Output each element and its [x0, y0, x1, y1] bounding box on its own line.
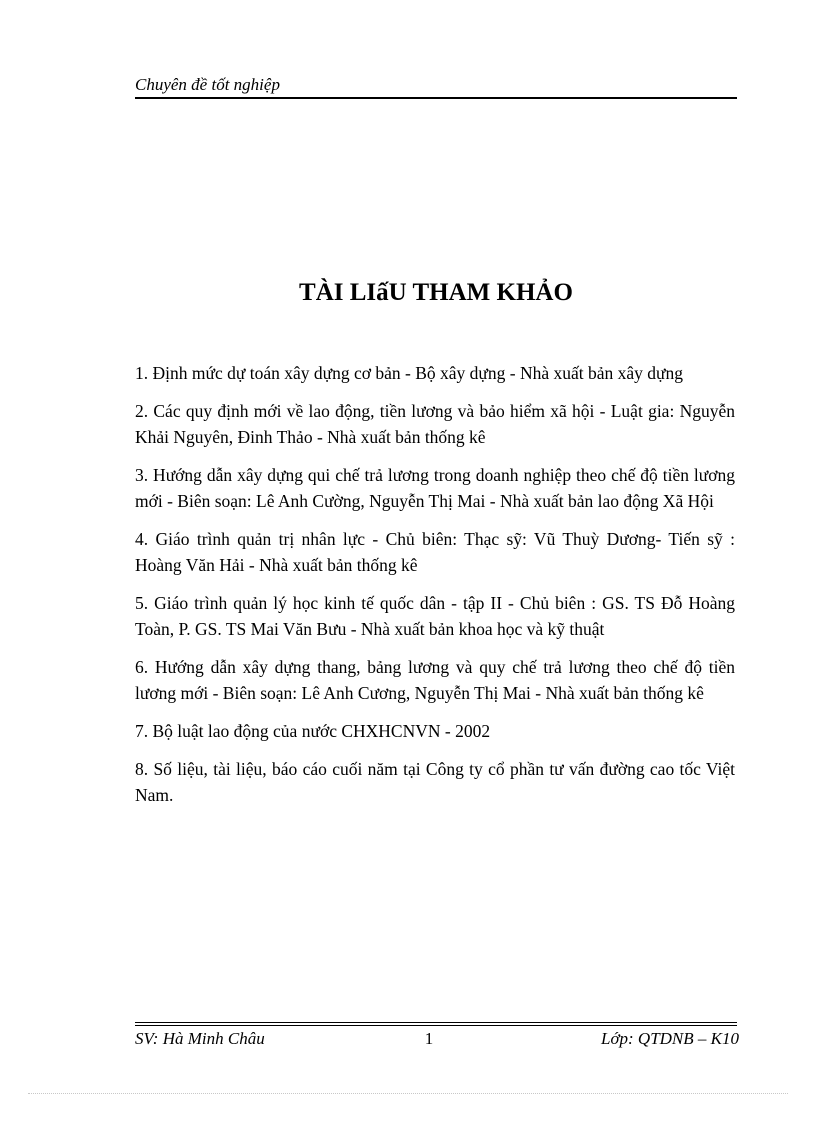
reference-item: 4. Giáo trình quản trị nhân lực - Chủ biên: Thạc sỹ: Vũ Thuỳ Dương- Tiến sỹ : Hoàng Văn Hải - Nhà xuất bản thống kê — [135, 529, 735, 575]
footer-rule-top — [135, 1022, 737, 1023]
footer-row — [135, 1028, 737, 1052]
footer-rule-bottom — [135, 1025, 737, 1026]
reference-item: 8. Số liệu, tài liệu, báo cáo cuối năm tại Công ty cổ phần tư vấn đường cao tốc Việt Nam. — [135, 759, 735, 805]
footer-class-label: Lớp: QTDNB – K10 — [600, 1029, 739, 1048]
reference-item: 6. Hướng dẫn xây dựng thang, bảng lương và quy chế trả lương theo chế độ tiền lương mới - Biên soạn: Lê Anh Cương, Nguyễn Thị Mai - Nhà xuất bản thống kê — [135, 657, 735, 703]
reference-list — [135, 360, 735, 820]
reference-item: 1. Định mức dự toán xây dựng cơ bản - Bộ xây dựng - Nhà xuất bản xây dựng — [135, 363, 684, 383]
page-footer — [135, 1022, 737, 1052]
reference-item: 3. Hướng dẫn xây dựng qui chế trả lương trong doanh nghiệp theo chế độ tiền lương mới - Biên soạn: Lê Anh Cường, Nguyễn Thị Mai - Nhà xuất bản lao động Xã Hội — [135, 465, 735, 511]
reference-item: 5. Giáo trình quản lý học kinh tế quốc dân - tập II - Chủ biên : GS. TS Đỗ Hoàng Toàn, P. GS. TS Mai Văn Bưu - Nhà xuất bản khoa học và kỹ thuật — [135, 593, 735, 639]
page-bottom-edge — [28, 1093, 788, 1094]
header-title: Chuyên đề tốt nghiệp — [135, 75, 280, 94]
header-rule — [135, 97, 737, 99]
page-header — [135, 74, 737, 99]
footer-student-name: SV: Hà Minh Châu — [135, 1029, 265, 1048]
document-title: TÀI LIấU THAM KHẢO — [299, 279, 573, 306]
reference-item: 7. Bộ luật lao động của nước CHXHCNVN - 2002 — [135, 721, 491, 741]
reference-item: 2. Các quy định mới về lao động, tiền lương và bảo hiểm xã hội - Luật gia: Nguyễn Khải Nguyên, Đinh Thảo - Nhà xuất bản thống kê — [135, 401, 735, 447]
footer-page-number: 1 — [424, 1029, 434, 1048]
